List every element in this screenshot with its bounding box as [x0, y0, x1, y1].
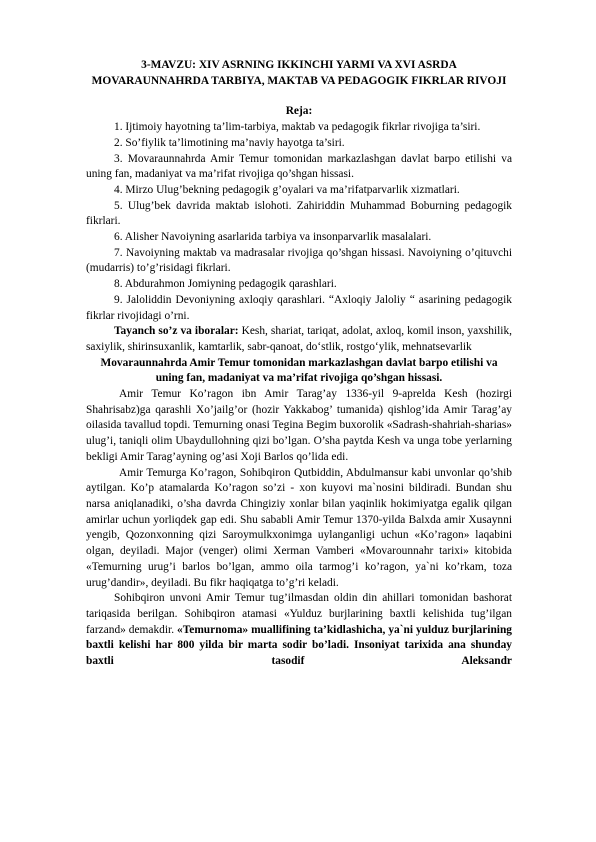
keywords-text: Kesh, shariat, tariqat, adolat, axloq, komil inson, yaxshilik, saxiylik, shirinsuxanlik, kamtarlik, sabr-qanoat, do‘stlik, rostgo‘ylik, mehnatsevarlik	[86, 325, 512, 353]
body-paragraph-2: Amir Temurga Ko’ragon, Sohibqiron Qutbiddin, Abdulmansur kabi unvonlar qo’shib aytilgan. Ko’p atamalarda Ko’ragon so’zi - xon kuyovi ma`nosini bildiradi. Bundan shu narsa aniqlanadiki, o’sha davrda Chingiziy xonlar bilan yaqinlik hokimiyatga egalik qilgan amirlar uchun yorliqdek gap edi. Shu sababli Amir Temur 1370-yilda Balxda amir Xusaynni yengib, Qozonxonning qizi Saroymulkxonimga uylanganligi uchun «Ko’ragon» laqabini olgan, deyiladi. Major (venger) olimi Xerman Vamberi «Movarounnahr tarixi» kitobida «Temurning urug’i barlos bo’lgan, ammo oila tarmog’i ko’ragon, ya`ni ko’rkam, toza urug’dandir», deyiladi. Bu fikr haqiqatga to’g’ri keladi.	[86, 466, 512, 589]
body-paragraph-1: Amir Temur Ko’ragon ibn Amir Tarag’ay 1336-yil 9-aprelda Kesh (hozirgi Shahrisabz)ga qarashli Xo’jailg’or (hozir Yakkabog’ tumanida) qishlog’ida Amir Tarag’ay oilasida tavallud topdi. Temurning onasi Tegina Begim buxorolik «Sadrash-shahriah-sharias» ulug’i, taniqli olim Ubaydullohning qizi bo’lgan. O’sha paytda Kesh va unga tobe yerlarning bekligi Amir Tarag’ayning og’asi Xoji Barlos qo’lida edi.	[86, 388, 512, 463]
plan-item-5: 5. Ulug’bek davrida maktab islohoti. Zahiriddin Muhammad Boburning pedagogik fikrlari.	[86, 199, 512, 228]
keywords-label: Tayanch so’z va iboralar:	[114, 325, 239, 338]
keywords-paragraph	[86, 324, 512, 355]
plan-item-3: 3. Movaraunnahrda Amir Temur tomonidan markazlashgan davlat barpo etilishi va uning fan, madaniyat va ma’rifat rivojiga qo’shgan hissasi.	[86, 152, 512, 181]
section-heading: Movaraunnahrda Amir Temur tomonidan markazlashgan davlat barpo etilishi va uning fan, madaniyat va ma’rifat rivojiga qo’shgan hissasi.	[100, 356, 498, 385]
plan-item-9: 9. Jaloliddin Devoniyning axloqiy qarashlari. “Axloqiy Jaloliy “ asarining pedagogik fikrlar rivojidagi o’rni.	[86, 293, 512, 322]
body-paragraph-3	[86, 591, 512, 670]
plan-item-7: 7. Navoiyning maktab va madrasalar rivojiga qo’shgan hissasi. Navoiyning o’qituvchi (mudarris) to’g’risidagi fikrlari.	[86, 246, 512, 275]
body-paragraph-3-bold: «Temurnoma» muallifining ta’kidlashicha, ya`ni yulduz burjlarining baxtli kelishi har 800 yilda bir marta sodir bo’ladi. Insoniyat tarixida ana shunday baxtli tasodif Aleksandr	[86, 623, 513, 668]
plan-item-8: 8. Abdurahmon Jomiyning pedagogik qarashlari.	[114, 278, 337, 291]
body-paragraph-3-text: Sohibqiron unvoni Amir Temur tug’ilmasdan oldin din ahillari tomonidan bashorat tariqasida berilgan. Sohibqiron atamasi «Yulduz burjlarining baxtli kelishida tug’ilgan farzand» demakdir.	[86, 592, 512, 636]
plan-item-4: 4. Mirzo Ulug’bekning pedagogik g’oyalari va ma’rifatparvarlik xizmatlari.	[114, 183, 460, 196]
page-title: 3-MAVZU: XIV ASRNING IKKINCHI YARMI VA XVI ASRDA MOVARAUNNAHRDA TARBIYA, MAKTAB VA PEDAGOGIK FIKRLAR RIVOJI	[91, 59, 507, 87]
plan-item-2: 2. So’fiylik ta’limotining ma’naviy hayotga ta’siri.	[114, 136, 345, 149]
document-page	[86, 58, 512, 670]
plan-item-6: 6. Alisher Navoiyning asarlarida tarbiya va insonparvarlik masalalari.	[114, 231, 432, 244]
plan-item-1: 1. Ijtimoiy hayotning ta’lim-tarbiya, maktab va pedagogik fikrlar rivojiga ta’siri.	[114, 121, 481, 134]
plan-heading: Reja:	[285, 105, 313, 118]
